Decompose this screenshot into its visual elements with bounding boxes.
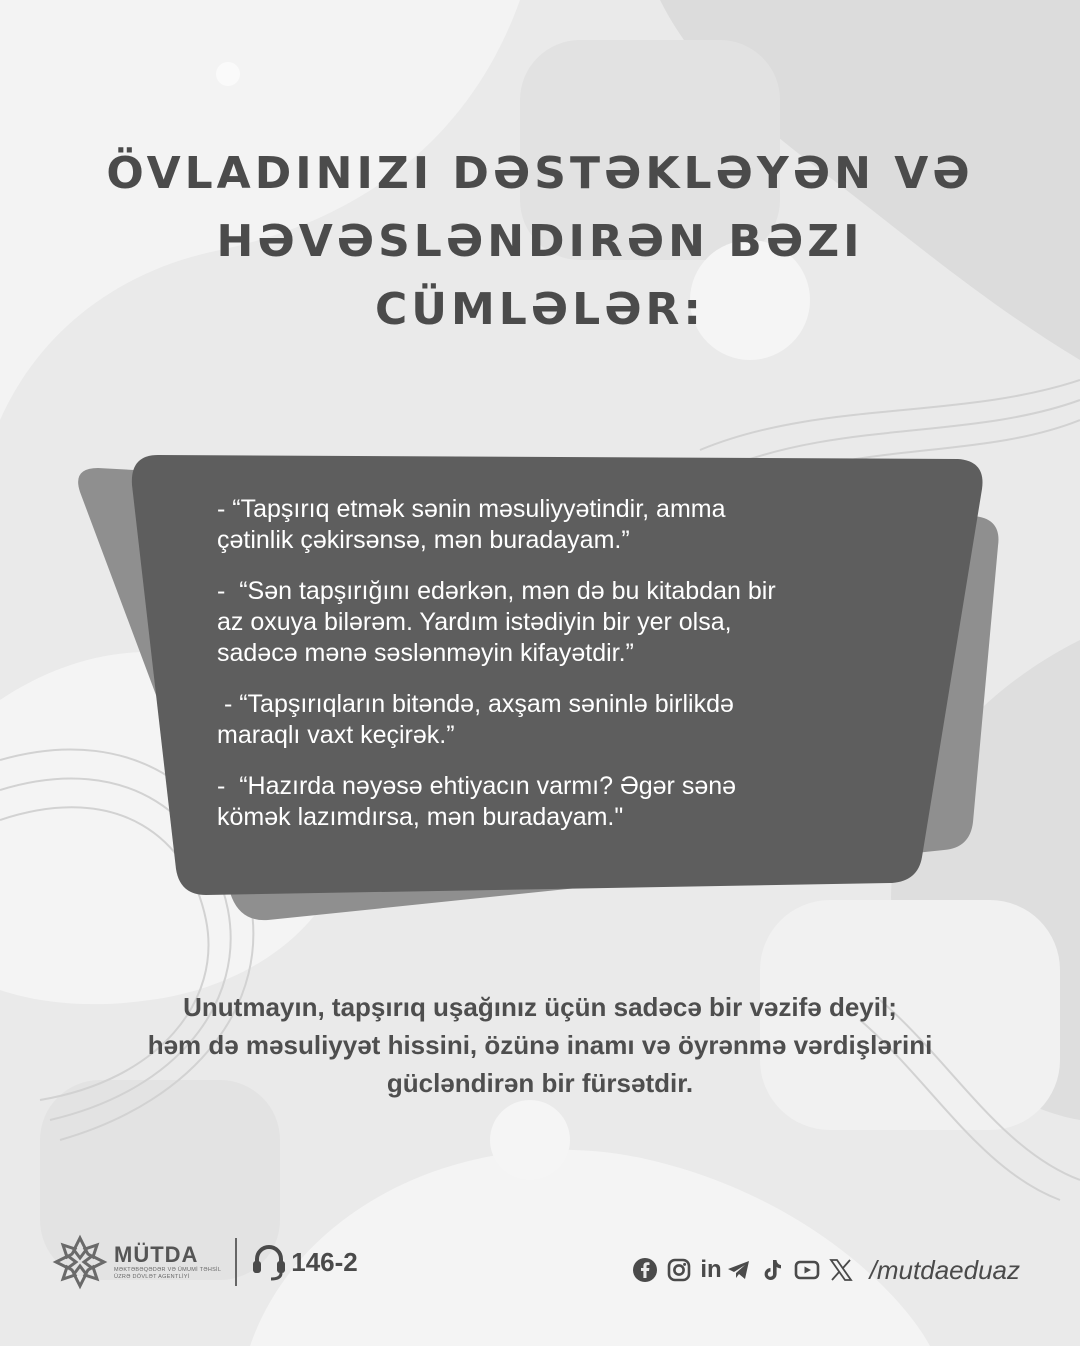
- hotline-number: 146-2: [291, 1246, 358, 1277]
- quote-item: - “Tapşırıqların bitəndə, axşam səninlə birlikdə maraqlı vaxt keçirək.”: [217, 690, 734, 749]
- facebook-icon[interactable]: [632, 1257, 658, 1283]
- quote-item: - “Sən tapşırığını edərkən, mən də bu kitabdan bir az oxuya bilərəm. Yardım istədiyin bir yer olsa, sadəcə mənə səslənməyin kifayətdir.”: [217, 577, 776, 667]
- quote-item: - “Tapşırıq etmək sənin məsuliyyətindir, amma çətinlik çəkirsənsə, mən buradayam.”: [217, 495, 726, 554]
- social-handle[interactable]: /mutdaeduaz: [869, 1254, 1020, 1285]
- youtube-icon[interactable]: [794, 1257, 820, 1283]
- hotline[interactable]: [251, 1241, 358, 1283]
- page-title: [90, 140, 990, 344]
- headset-icon: [251, 1241, 287, 1283]
- logo-subtitle: ÜZRƏ DÖVLƏT AGENTLİYİ: [114, 1274, 190, 1280]
- x-icon[interactable]: [828, 1257, 854, 1283]
- title-line: CÜMLƏLƏR:: [374, 284, 706, 335]
- note-line: Unutmayın, tapşırıq uşağınız üçün sadəcə bir vəzifə deyil;: [183, 992, 897, 1022]
- social-links: [632, 1252, 1020, 1288]
- logo-subtitle: MƏKTƏBƏQƏDƏR VƏ ÜMUMİ TƏHSİL: [114, 1267, 222, 1273]
- note-line: həm də məsuliyyət hissini, özünə inamı və öyrənmə vərdişlərini: [147, 1030, 933, 1060]
- footer-divider: [235, 1238, 237, 1286]
- title-line: ÖVLADINIZI DƏSTƏKLƏYƏN VƏ: [106, 148, 974, 199]
- telegram-icon[interactable]: [726, 1257, 752, 1283]
- quote-list: [217, 494, 917, 853]
- logo-name: MÜTDA: [114, 1242, 199, 1267]
- linkedin-icon[interactable]: in: [700, 1256, 722, 1283]
- reminder-note: [40, 988, 1040, 1102]
- title-line: HƏVƏSLƏNDIRƏN BƏZI: [216, 216, 864, 267]
- logo-text: [114, 1243, 221, 1281]
- quote-item: - “Hazırda nəyəsə ehtiyacın varmı? Əgər sənə kömək lazımdırsa, mən buradayam.": [217, 772, 737, 831]
- note-line: gücləndirən bir fürsətdir.: [386, 1068, 694, 1098]
- tiktok-icon[interactable]: [760, 1257, 786, 1283]
- mutda-logo-icon: [52, 1234, 108, 1290]
- instagram-icon[interactable]: [666, 1257, 692, 1283]
- footer-brand: [52, 1232, 358, 1292]
